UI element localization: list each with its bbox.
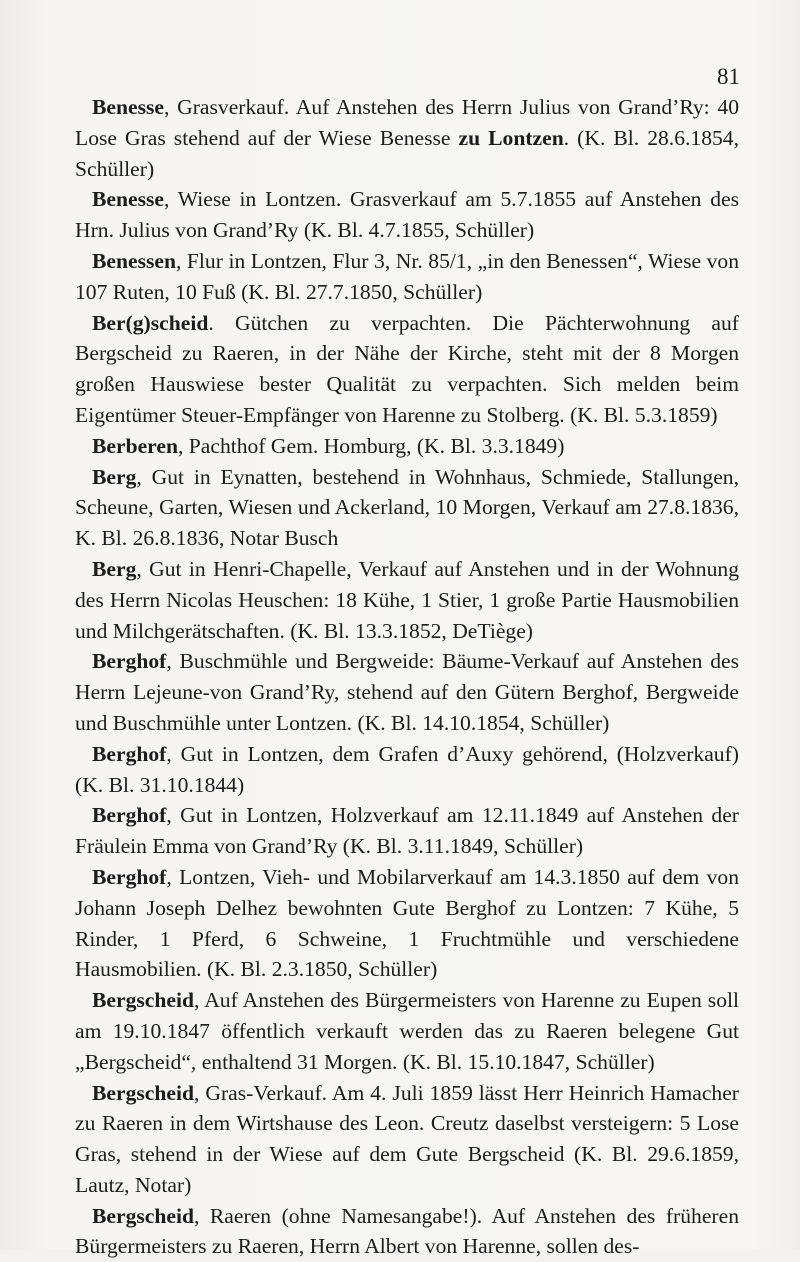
- page-number: 81: [717, 64, 740, 89]
- entry: [75, 554, 739, 646]
- entry-emphasis: zu Lontzen: [458, 125, 564, 150]
- entry-heading: Berghof: [92, 864, 167, 889]
- entry-heading: Berghof: [92, 803, 167, 828]
- entry-text: , Flur in Lontzen, Flur 3, Nr. 85/1, „in den Benessen“, Wiese von 107 Ruten, 10 Fuß (K. Bl. 27.7.1850, Schüller): [75, 248, 739, 304]
- entry-heading: Ber(g)scheid: [92, 310, 209, 335]
- entry: [75, 1078, 739, 1201]
- entry-heading: Berg: [92, 464, 137, 489]
- entry-text: . (K. Bl. 28.6.1854, Schüller): [75, 125, 739, 181]
- entry-text: , Grasverkauf. Auf Anstehen des Herrn Julius von Grand’Ry: 40 Lose Gras stehend auf der Wiese Benesse: [75, 95, 739, 150]
- entry: [75, 92, 739, 184]
- entry: [75, 800, 739, 862]
- entry-heading: Benesse: [92, 187, 164, 212]
- entry: [75, 246, 739, 308]
- entry-heading: Berghof: [92, 649, 167, 674]
- entry-heading: Berghof: [92, 741, 167, 766]
- entry-heading: Berg: [92, 556, 137, 581]
- entry-heading: Berberen: [92, 433, 178, 458]
- entry-text: , Lontzen, Vieh- und Mobilarverkauf am 14.3.1850 auf dem von Johann Joseph Delhez bewohnten Gute Berghof zu Lontzen: 7 Kühe, 5 Rinder, 1 Pferd, 6 Schweine, 1 Fruchtmühle und verschiedene Hausmobilien. (K. Bl. 2.3.1850, Schüller): [75, 864, 739, 982]
- entry-text: , Gras-Verkauf. Am 4. Juli 1859 lässt Herr Heinrich Hamacher zu Raeren in dem Wirtshause des Leon. Creutz daselbst versteigern: 5 Lose Gras, stehend in der Wiese auf dem Gute Bergscheid (K. Bl. 29.6.1859, Lautz, Notar): [75, 1080, 739, 1197]
- entry: [75, 1201, 739, 1262]
- entry: [75, 862, 739, 985]
- entry-text: , Gut in Eynatten, bestehend in Wohnhaus, Schmiede, Stallungen, Scheune, Garten, Wiesen und Ackerland, 10 Morgen, Verkauf am 27.8.1836, K. Bl. 26.8.1836, Notar Busch: [75, 464, 739, 551]
- entry-heading: Benesse: [92, 95, 164, 119]
- entry-heading: Benessen: [92, 248, 176, 273]
- entry: [75, 985, 739, 1077]
- entry: [75, 646, 739, 738]
- entry: [75, 308, 739, 431]
- entry-text: , Buschmühle und Bergweide: Bäume-Verkauf auf Anstehen des Herrn Lejeune-von Grand’Ry, stehend auf den Gütern Berghof, Bergweide und Buschmühle unter Lontzen. (K. Bl. 14.10.1854, Schüller): [75, 649, 739, 735]
- entry-list: [75, 92, 739, 1262]
- entry-text: , Auf Anstehen des Bürgermeisters von Harenne zu Eupen soll am 19.10.1847 öffentlich verkauft werden das zu Raeren belegene Gut „Bergscheid“, enthaltend 31 Morgen. (K. Bl. 15.10.1847, Schüller): [75, 988, 739, 1074]
- entry: [75, 739, 739, 801]
- entry: [75, 431, 739, 462]
- entry-text: , Wiese in Lontzen. Grasverkauf am 5.7.1855 auf Anstehen des Hrn. Julius von Grand’Ry (K. Bl. 4.7.1855, Schüller): [75, 187, 739, 243]
- entry-heading: Bergscheid: [92, 1080, 194, 1105]
- entry-heading: Bergscheid: [92, 988, 194, 1013]
- entry-text: , Gut in Lontzen, Holzverkauf am 12.11.1849 auf Anstehen der Fräulein Emma von Grand’Ry (K. Bl. 3.11.1849, Schüller): [75, 803, 739, 859]
- entry-text: . Gütchen zu verpachten. Die Pächterwohnung auf Bergscheid zu Raeren, in der Nähe der Kirche, steht mit der 8 Morgen großen Hauswiese bester Qualität zu verpachten. Sich melden beim Eigentümer Steuer-Empfänger von Harenne zu Stolberg. (K. Bl. 5.3.1859): [75, 310, 739, 427]
- entry: [75, 184, 739, 246]
- entry-text: , Pachthof Gem. Homburg, (K. Bl. 3.3.1849): [177, 433, 565, 458]
- entry: [75, 462, 739, 554]
- entry-text: , Raeren (ohne Namesangabe!). Auf Anstehen des früheren Bürgermeisters zu Raeren, Herrn Albert von Harenne, sollen des-: [75, 1203, 739, 1259]
- entry-text: , Gut in Lontzen, dem Grafen d’Auxy gehörend, (Holzverkauf) (K. Bl. 31.10.1844): [75, 741, 739, 797]
- entry-heading: Bergscheid: [92, 1203, 194, 1228]
- entry-text: , Gut in Henri-Chapelle, Verkauf auf Anstehen und in der Wohnung des Herrn Nicolas Heuschen: 18 Kühe, 1 Stier, 1 große Partie Hausmobilien und Milchgerätschaften. (K. Bl. 13.3.1852, DeTiège): [75, 556, 739, 643]
